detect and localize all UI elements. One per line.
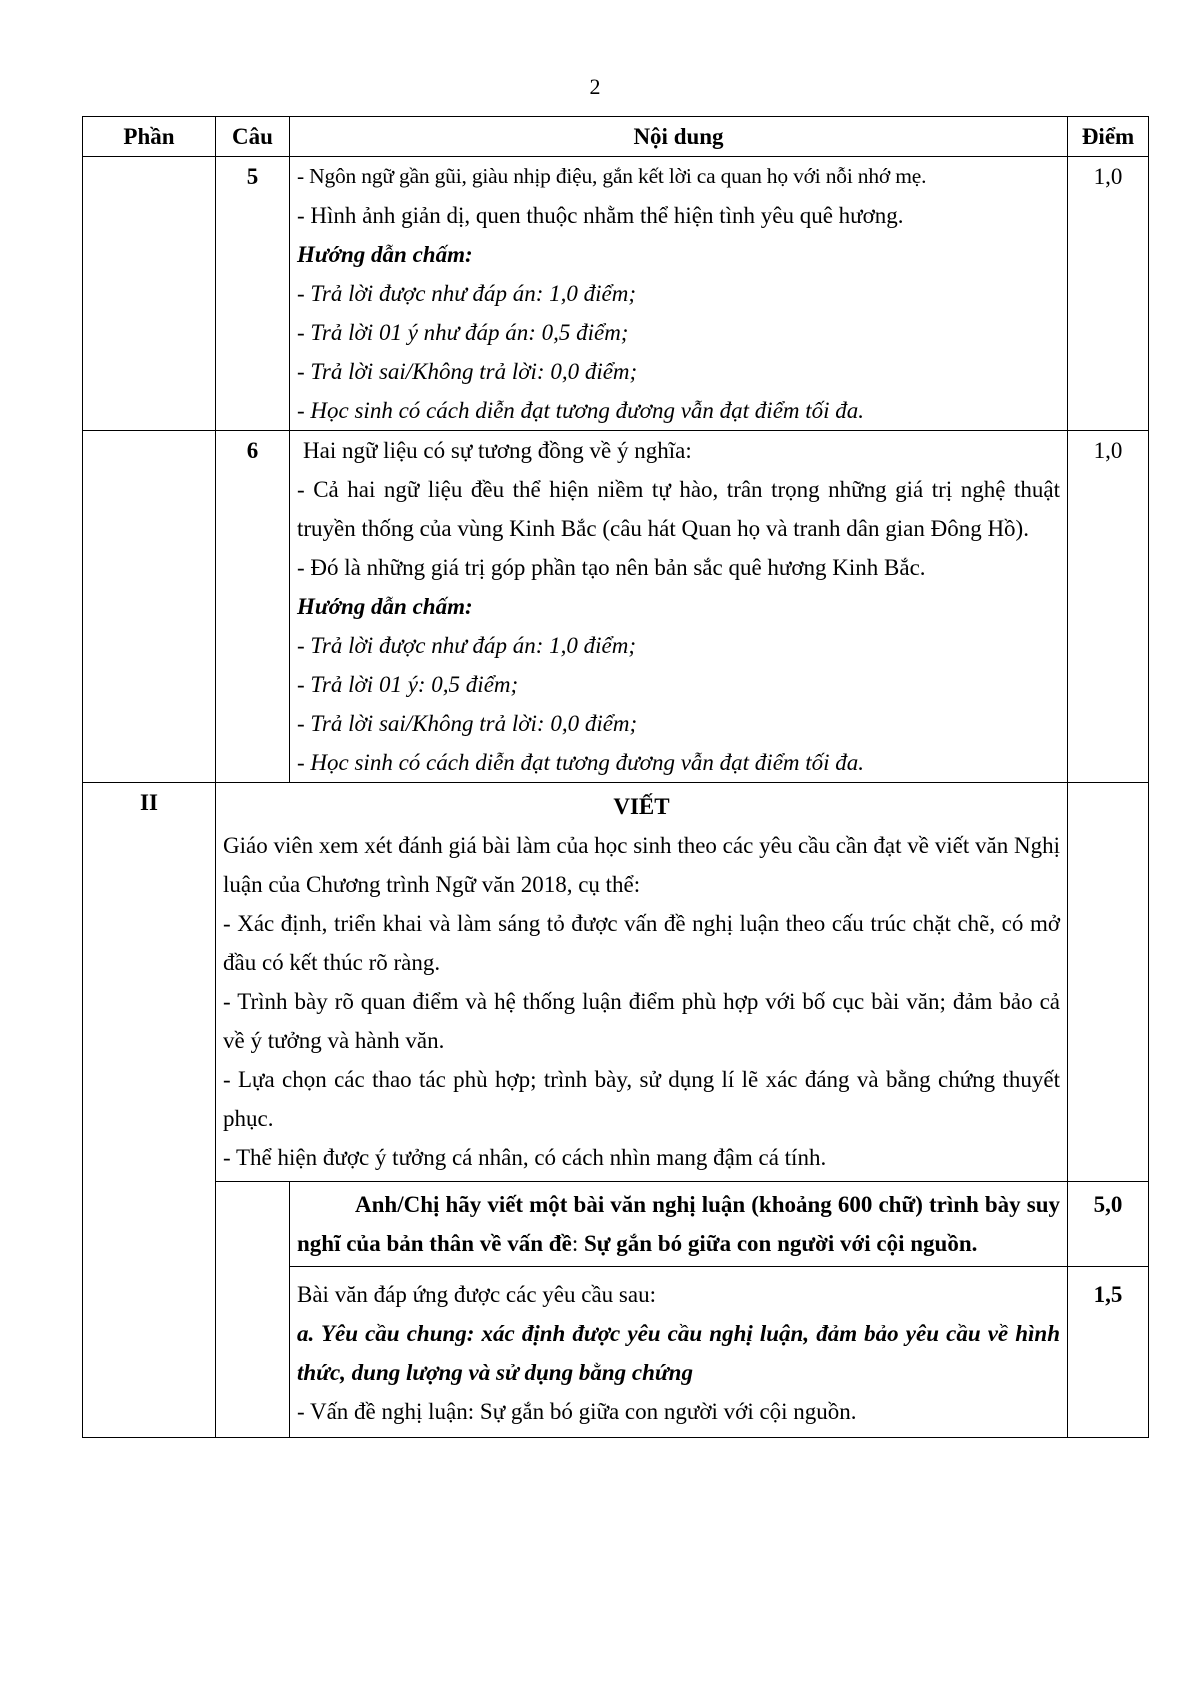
q6-guide-1: - Trả lời được như đáp án: 1,0 điểm; bbox=[297, 633, 637, 658]
question-number-5: 5 bbox=[216, 157, 290, 431]
part2-intro-cell bbox=[216, 783, 1068, 1182]
header-part: Phần bbox=[83, 117, 216, 157]
page-number: 2 bbox=[589, 74, 601, 99]
table-row-prompt bbox=[83, 1182, 1149, 1267]
q5-guide-4: - Học sinh có cách diễn đạt tương đương vẫn đạt điểm tối đa. bbox=[297, 398, 865, 423]
prompt-colon: : bbox=[571, 1231, 579, 1256]
table-row-part2-intro bbox=[83, 783, 1149, 1182]
part2-title: VIẾT bbox=[613, 794, 670, 819]
score-part2-intro-empty bbox=[1068, 783, 1149, 1182]
part-label-2: II bbox=[83, 783, 216, 1438]
req-intro: Bài văn đáp ứng được các yêu cầu sau: bbox=[297, 1282, 656, 1307]
header-score: Điểm bbox=[1068, 117, 1149, 157]
prompt-topic: Sự gắn bó giữa con người với cội nguồn. bbox=[578, 1231, 978, 1256]
content-q6 bbox=[290, 431, 1068, 783]
table-row-q6 bbox=[83, 431, 1149, 783]
q6-guide-title: Hướng dẫn chấm: bbox=[297, 594, 473, 619]
table-header-row bbox=[83, 117, 1149, 157]
question-cell-empty bbox=[216, 1182, 290, 1438]
q6-intro: Hai ngữ liệu có sự tương đồng về ý nghĩa: bbox=[303, 438, 692, 463]
q6-point-2: - Đó là những giá trị góp phần tạo nên bản sắc quê hương Kinh Bắc. bbox=[297, 555, 926, 580]
header-question: Câu bbox=[216, 117, 290, 157]
writing-prompt bbox=[290, 1182, 1068, 1267]
question-number-6: 6 bbox=[216, 431, 290, 783]
prompt-text: Anh/Chị hãy viết một bài văn nghị luận (khoảng 600 chữ) trình bày suy nghĩ của bản thân về vấn đề bbox=[297, 1192, 1060, 1256]
score-prompt: 5,0 bbox=[1068, 1182, 1149, 1267]
part2-criterion-4: - Thể hiện được ý tưởng cá nhân, có cách nhìn mang đậm cá tính. bbox=[223, 1145, 827, 1170]
q6-point-1: - Cả hai ngữ liệu đều thể hiện niềm tự hào, trân trọng những giá trị nghệ thuật truyền thống của vùng Kinh Bắc (câu hát Quan họ và tranh dân gian Đông Hồ). bbox=[297, 477, 1060, 541]
q5-guide-title: Hướng dẫn chấm: bbox=[297, 242, 473, 267]
q6-guide-3: - Trả lời sai/Không trả lời: 0,0 điểm; bbox=[297, 711, 638, 736]
requirements-cell bbox=[290, 1267, 1068, 1438]
content-q5 bbox=[290, 157, 1068, 431]
q6-guide-4: - Học sinh có cách diễn đạt tương đương vẫn đạt điểm tối đa. bbox=[297, 750, 865, 775]
req-issue: - Vấn đề nghị luận: Sự gắn bó giữa con người với cội nguồn. bbox=[297, 1399, 857, 1424]
score-requirements: 1,5 bbox=[1068, 1267, 1149, 1438]
part-cell-empty bbox=[83, 431, 216, 783]
q5-guide-2: - Trả lời 01 ý như đáp án: 0,5 điểm; bbox=[297, 320, 629, 345]
part2-criterion-1: - Xác định, triển khai và làm sáng tỏ được vấn đề nghị luận theo cấu trúc chặt chẽ, có mở đầu có kết thúc rõ ràng. bbox=[223, 911, 1060, 975]
part2-intro: Giáo viên xem xét đánh giá bài làm của học sinh theo các yêu cầu cần đạt về viết văn Nghị luận của Chương trình Ngữ văn 2018, cụ thể: bbox=[223, 833, 1060, 897]
part-cell-empty bbox=[83, 157, 216, 431]
req-heading: a. Yêu cầu chung: xác định được yêu cầu nghị luận, đảm bảo yêu cầu về hình thức, dung lượng và sử dụng bằng chứng bbox=[297, 1321, 1060, 1385]
score-q5: 1,0 bbox=[1068, 157, 1149, 431]
part2-criterion-2: - Trình bày rõ quan điểm và hệ thống luận điểm phù hợp với bố cục bài văn; đảm bảo cả về ý tưởng và hành văn. bbox=[223, 989, 1060, 1053]
score-q6: 1,0 bbox=[1068, 431, 1149, 783]
grading-table bbox=[82, 116, 1149, 1438]
q5-line-2: - Hình ảnh giản dị, quen thuộc nhằm thể hiện tình yêu quê hương. bbox=[297, 203, 904, 228]
q6-guide-2: - Trả lời 01 ý: 0,5 điểm; bbox=[297, 672, 519, 697]
header-content: Nội dung bbox=[290, 117, 1068, 157]
part2-criterion-3: - Lựa chọn các thao tác phù hợp; trình bày, sử dụng lí lẽ xác đáng và bằng chứng thuyết phục. bbox=[223, 1067, 1060, 1131]
q5-guide-3: - Trả lời sai/Không trả lời: 0,0 điểm; bbox=[297, 359, 638, 384]
q5-guide-1: - Trả lời được như đáp án: 1,0 điểm; bbox=[297, 281, 637, 306]
table-row-q5 bbox=[83, 157, 1149, 431]
q5-line-1: - Ngôn ngữ gần gũi, giàu nhịp điệu, gắn kết lời ca quan họ với nỗi nhớ mẹ. bbox=[297, 164, 927, 188]
